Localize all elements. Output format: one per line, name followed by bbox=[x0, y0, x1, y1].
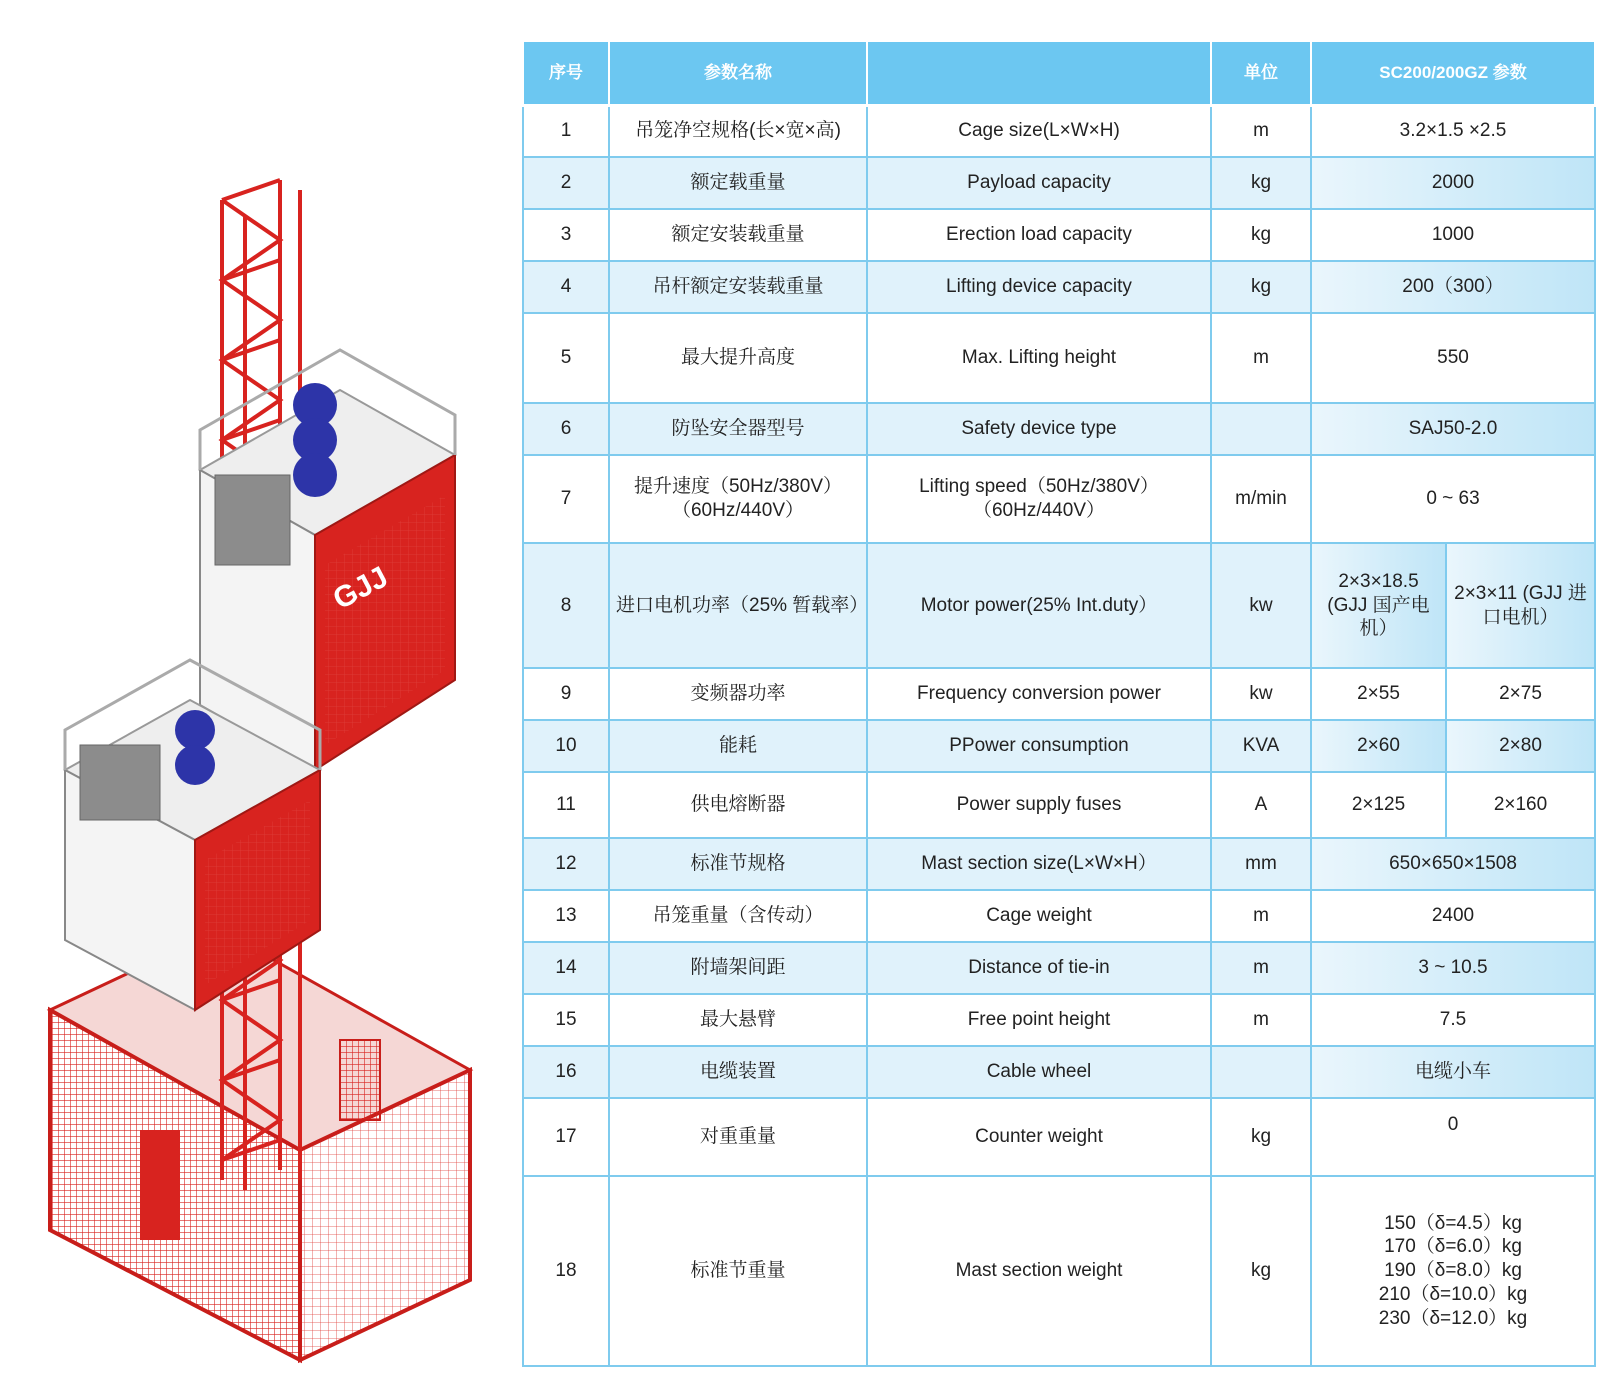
header-en-name bbox=[867, 41, 1211, 105]
row-value-a: 2×55 bbox=[1311, 668, 1446, 720]
row-en: Frequency conversion power bbox=[867, 668, 1211, 720]
table-row bbox=[523, 1098, 1595, 1176]
row-unit: A bbox=[1211, 772, 1311, 838]
table-row bbox=[523, 261, 1595, 313]
row-no: 12 bbox=[523, 838, 609, 890]
table-row bbox=[523, 157, 1595, 209]
weight-value: 210（δ=10.0）kg bbox=[1378, 1283, 1528, 1305]
row-cn: 最大提升高度 bbox=[609, 313, 867, 403]
row-unit: m bbox=[1211, 313, 1311, 403]
row-en: Cable wheel bbox=[867, 1046, 1211, 1098]
row-unit: kw bbox=[1211, 668, 1311, 720]
row-en: Max. Lifting height bbox=[867, 313, 1211, 403]
row-cn: 能耗 bbox=[609, 720, 867, 772]
row-no: 7 bbox=[523, 455, 609, 543]
construction-hoist-illustration bbox=[40, 170, 490, 1390]
row-value-a: 2×3×18.5 (GJJ 国产电机） bbox=[1311, 543, 1446, 668]
row-cn: 变频器功率 bbox=[609, 668, 867, 720]
row-no: 11 bbox=[523, 772, 609, 838]
header-value: SC200/200GZ 参数 bbox=[1311, 41, 1595, 105]
row-cn: 吊笼净空规格(长×宽×高) bbox=[609, 105, 867, 157]
table-row bbox=[523, 838, 1595, 890]
row-cn: 吊杆额定安装载重量 bbox=[609, 261, 867, 313]
table-row bbox=[523, 1176, 1595, 1366]
row-unit: kw bbox=[1211, 543, 1311, 668]
row-cn: 额定载重量 bbox=[609, 157, 867, 209]
row-en: Free point height bbox=[867, 994, 1211, 1046]
row-unit: KVA bbox=[1211, 720, 1311, 772]
row-cn: 标准节规格 bbox=[609, 838, 867, 890]
row-no: 1 bbox=[523, 105, 609, 157]
row-cn: 防坠安全器型号 bbox=[609, 403, 867, 455]
table-row bbox=[523, 209, 1595, 261]
row-cn: 进口电机功率（25% 暂载率） bbox=[609, 543, 867, 668]
row-no: 13 bbox=[523, 890, 609, 942]
row-unit: mm bbox=[1211, 838, 1311, 890]
row-en: Mast section weight bbox=[867, 1176, 1211, 1366]
row-cn: 额定安装载重量 bbox=[609, 209, 867, 261]
row-value: 3.2×1.5 ×2.5 bbox=[1311, 105, 1595, 157]
spec-table bbox=[522, 40, 1596, 1367]
row-no: 17 bbox=[523, 1098, 609, 1176]
row-unit: m bbox=[1211, 994, 1311, 1046]
row-value-a: 2×60 bbox=[1311, 720, 1446, 772]
weight-value: 190（δ=8.0）kg bbox=[1384, 1260, 1522, 1282]
cage-logo: GJJ bbox=[327, 560, 394, 617]
row-no: 10 bbox=[523, 720, 609, 772]
row-en: Payload capacity bbox=[867, 157, 1211, 209]
row-value-b: 2×75 bbox=[1446, 668, 1595, 720]
row-no: 18 bbox=[523, 1176, 609, 1366]
row-en: Mast section size(L×W×H） bbox=[867, 838, 1211, 890]
row-no: 16 bbox=[523, 1046, 609, 1098]
row-unit: kg bbox=[1211, 157, 1311, 209]
table-row bbox=[523, 313, 1595, 403]
row-value: 0 bbox=[1311, 1098, 1595, 1176]
row-en: Erection load capacity bbox=[867, 209, 1211, 261]
table-row bbox=[523, 994, 1595, 1046]
header-unit: 单位 bbox=[1211, 41, 1311, 105]
header-cn-name: 参数名称 bbox=[609, 41, 867, 105]
row-value: 650×650×1508 bbox=[1311, 838, 1595, 890]
row-cn: 标准节重量 bbox=[609, 1176, 867, 1366]
row-cn: 提升速度（50Hz/380V）（60Hz/440V） bbox=[609, 455, 867, 543]
row-en: Cage weight bbox=[867, 890, 1211, 942]
row-value: 2000 bbox=[1311, 157, 1595, 209]
row-no: 9 bbox=[523, 668, 609, 720]
weight-value: 150（δ=4.5）kg bbox=[1384, 1212, 1522, 1234]
table-row bbox=[523, 772, 1595, 838]
row-unit: m bbox=[1211, 105, 1311, 157]
row-value-b: 2×80 bbox=[1446, 720, 1595, 772]
row-unit: kg bbox=[1211, 1098, 1311, 1176]
header-seq: 序号 bbox=[523, 41, 609, 105]
row-unit: m/min bbox=[1211, 455, 1311, 543]
row-value-b: 2×160 bbox=[1446, 772, 1595, 838]
table-row bbox=[523, 890, 1595, 942]
row-value: 电缆小车 bbox=[1311, 1046, 1595, 1098]
table-row bbox=[523, 942, 1595, 994]
row-unit: m bbox=[1211, 942, 1311, 994]
weight-value: 230（δ=12.0）kg bbox=[1378, 1307, 1528, 1329]
table-row bbox=[523, 1046, 1595, 1098]
row-unit: kg bbox=[1211, 261, 1311, 313]
row-en: Cage size(L×W×H) bbox=[867, 105, 1211, 157]
row-no: 3 bbox=[523, 209, 609, 261]
table-row bbox=[523, 403, 1595, 455]
row-no: 8 bbox=[523, 543, 609, 668]
row-value: SAJ50-2.0 bbox=[1311, 403, 1595, 455]
row-no: 15 bbox=[523, 994, 609, 1046]
row-value: 200（300） bbox=[1311, 261, 1595, 313]
row-value-a: 2×125 bbox=[1311, 772, 1446, 838]
row-cn: 最大悬臂 bbox=[609, 994, 867, 1046]
row-en: Counter weight bbox=[867, 1098, 1211, 1176]
row-unit: kg bbox=[1211, 1176, 1311, 1366]
row-cn: 供电熔断器 bbox=[609, 772, 867, 838]
row-en: Lifting device capacity bbox=[867, 261, 1211, 313]
row-cn: 对重重量 bbox=[609, 1098, 867, 1176]
row-value: 1000 bbox=[1311, 209, 1595, 261]
row-value: 550 bbox=[1311, 313, 1595, 403]
table-row bbox=[523, 105, 1595, 157]
table-row bbox=[523, 543, 1595, 668]
row-cn: 电缆装置 bbox=[609, 1046, 867, 1098]
row-en: Motor power(25% Int.duty） bbox=[867, 543, 1211, 668]
row-value: 3 ~ 10.5 bbox=[1311, 942, 1595, 994]
upper-cage bbox=[200, 350, 455, 770]
row-value: 2400 bbox=[1311, 890, 1595, 942]
table-row bbox=[523, 720, 1595, 772]
row-value-list bbox=[1311, 1176, 1595, 1366]
row-en: Distance of tie-in bbox=[867, 942, 1211, 994]
row-no: 2 bbox=[523, 157, 609, 209]
row-en: Power supply fuses bbox=[867, 772, 1211, 838]
row-no: 5 bbox=[523, 313, 609, 403]
weight-value: 170（δ=6.0）kg bbox=[1384, 1236, 1522, 1258]
row-cn: 附墙架间距 bbox=[609, 942, 867, 994]
row-value-b: 2×3×11 (GJJ 进口电机） bbox=[1446, 543, 1595, 668]
row-en: PPower consumption bbox=[867, 720, 1211, 772]
row-unit bbox=[1211, 403, 1311, 455]
row-no: 6 bbox=[523, 403, 609, 455]
row-cn: 吊笼重量（含传动） bbox=[609, 890, 867, 942]
row-en: Lifting speed（50Hz/380V）（60Hz/440V） bbox=[867, 455, 1211, 543]
row-en: Safety device type bbox=[867, 403, 1211, 455]
header-row bbox=[523, 41, 1595, 105]
row-value: 7.5 bbox=[1311, 994, 1595, 1046]
row-no: 14 bbox=[523, 942, 609, 994]
row-no: 4 bbox=[523, 261, 609, 313]
table-row bbox=[523, 668, 1595, 720]
row-unit bbox=[1211, 1046, 1311, 1098]
row-unit: m bbox=[1211, 890, 1311, 942]
row-value: 0 ~ 63 bbox=[1311, 455, 1595, 543]
table-row bbox=[523, 455, 1595, 543]
row-unit: kg bbox=[1211, 209, 1311, 261]
